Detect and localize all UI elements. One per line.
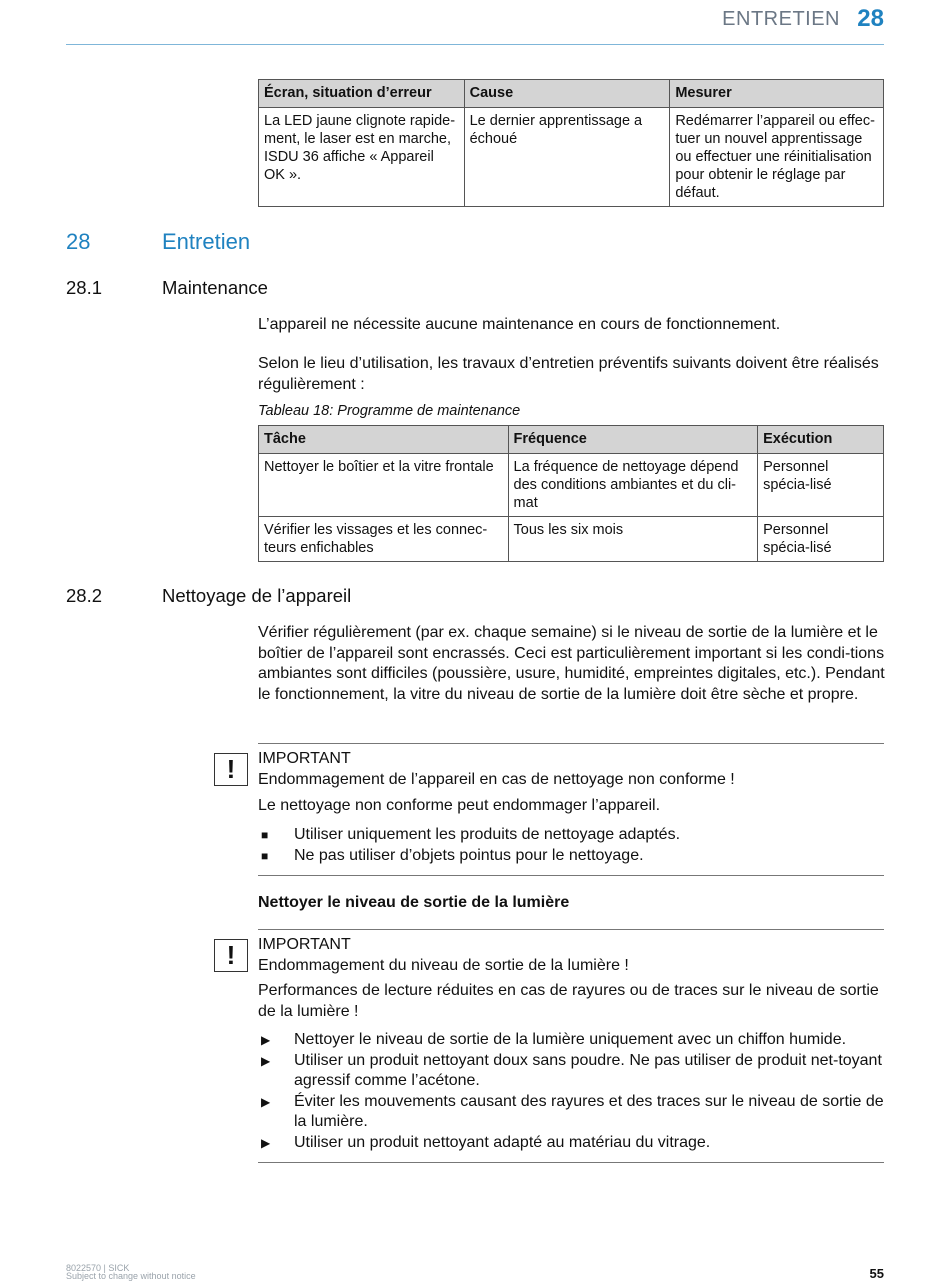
table-header-cell: Fréquence [508,426,758,454]
warning-list [258,1030,886,1153]
paragraph: L’appareil ne nécessite aucune maintenance en cours de fonctionnement. [258,316,781,333]
table-cell: La fréquence de nettoyage dépend des conditions ambiantes et du cli-mat [508,454,758,517]
footer-document-id: 8022570 | SICK [66,1263,130,1273]
table-header-cell: Mesurer [670,80,884,108]
footer-notice: Subject to change without notice [66,1271,196,1281]
header-rule [66,44,884,45]
list-item: ▶ Éviter les mouvements causant des rayures et des traces sur le niveau de sortie de la lumière. [261,1092,884,1130]
table-row [259,454,884,517]
warning-text: Performances de lecture réduites en cas de rayures ou de traces sur le niveau de sortie de la lumière ! [258,982,879,1020]
table-cell: Nettoyer le boîtier et la vitre frontale [259,454,509,517]
paragraph: Selon le lieu d’utilisation, les travaux d’entretien préventifs suivants doivent être réalisés régulièrement : [258,355,879,393]
table-header-cell: Écran, situation d’erreur [259,80,465,108]
warning-bottom-rule [258,875,884,876]
section-title: Nettoyage de l’appareil [162,585,352,606]
triangle-bullet-icon: ▶ [261,1053,271,1068]
running-header-chapter: 28 [857,5,884,32]
warning-label: IMPORTANT [258,936,351,953]
section-title: Maintenance [162,277,268,298]
warning-title: Endommagement de l’appareil en cas de nettoyage non conforme ! [258,771,735,788]
error-table [258,79,884,207]
table-caption: Tableau 18: Programme de maintenance [258,403,521,419]
table-header-cell: Cause [464,80,670,108]
triangle-bullet-icon: ▶ [261,1033,271,1047]
warning-title: Endommagement du niveau de sortie de la lumière ! [258,957,629,974]
table-cell: La LED jaune clignote rapide-ment, le laser est en marche, ISDU 36 affiche « Appareil OK ». [259,108,465,207]
square-bullet-icon: ■ [261,828,269,842]
section-number: 28.2 [66,585,103,606]
triangle-bullet-icon: ▶ [261,1135,271,1150]
table-header-row [259,80,884,108]
table-header-row [259,426,884,454]
paragraph: Vérifier régulièrement (par ex. chaque semaine) si le niveau de sortie de la lumière et le boîtier de l’appareil sont encrassés. Ceci est particulièrement important si les condi-tions ambiantes sont difficiles (poussière, usure, humidité, empreintes digitales, etc.). Pendant le fonctionnement, la vitre du niveau de sortie de la lumière doit être sèche et propre. [258,624,885,703]
table-cell: Vérifier les vissages et les connec-teurs enfichables [259,517,509,562]
warning-bottom-rule [258,1162,884,1163]
section-number: 28.1 [66,277,103,298]
table-row [259,517,884,562]
list-item: ▶ Utiliser un produit nettoyant doux sans poudre. Ne pas utiliser de produit net-toyant agressif comme l’acétone. [261,1051,882,1089]
triangle-bullet-icon: ▶ [261,1094,271,1109]
table-cell: Redémarrer l’appareil ou effec-tuer un nouvel apprentissage ou effectuer une réinitialisation pour obtenir le réglage par défaut. [670,108,884,207]
table-header-cell: Tâche [259,426,509,454]
warning-top-rule [258,743,884,744]
list-item: ▶ Utiliser un produit nettoyant adapté au matériau du vitrage. [258,1133,886,1154]
table-header-cell: Exécution [758,426,884,454]
list-item: ■ Utiliser uniquement les produits de nettoyage adaptés. [258,825,886,846]
warning-text: Le nettoyage non conforme peut endommager l’appareil. [258,797,661,814]
chapter-number: 28 [66,229,91,254]
table-row [259,108,884,207]
exclamation-icon: ! [214,753,248,786]
list-item: ▶ Nettoyer le niveau de sortie de la lumière uniquement avec un chiffon humide. [258,1030,886,1051]
warning-label: IMPORTANT [258,750,351,767]
subheading: Nettoyer le niveau de sortie de la lumière [258,894,570,911]
table-cell: Tous les six mois [508,517,758,562]
maintenance-table [258,425,884,562]
warning-list [258,825,886,866]
chapter-title: Entretien [162,229,251,254]
table-cell: Personnel spécia-lisé [758,454,884,517]
table-cell: Le dernier apprentissage a échoué [464,108,670,207]
table-cell: Personnel spécia-lisé [758,517,884,562]
page-number: 55 [869,1266,884,1281]
square-bullet-icon: ■ [261,848,269,863]
exclamation-icon: ! [214,939,248,972]
warning-top-rule [258,929,884,930]
running-header-section: ENTRETIEN [722,8,840,30]
list-item: ■ Ne pas utiliser d’objets pointus pour le nettoyage. [258,846,886,867]
